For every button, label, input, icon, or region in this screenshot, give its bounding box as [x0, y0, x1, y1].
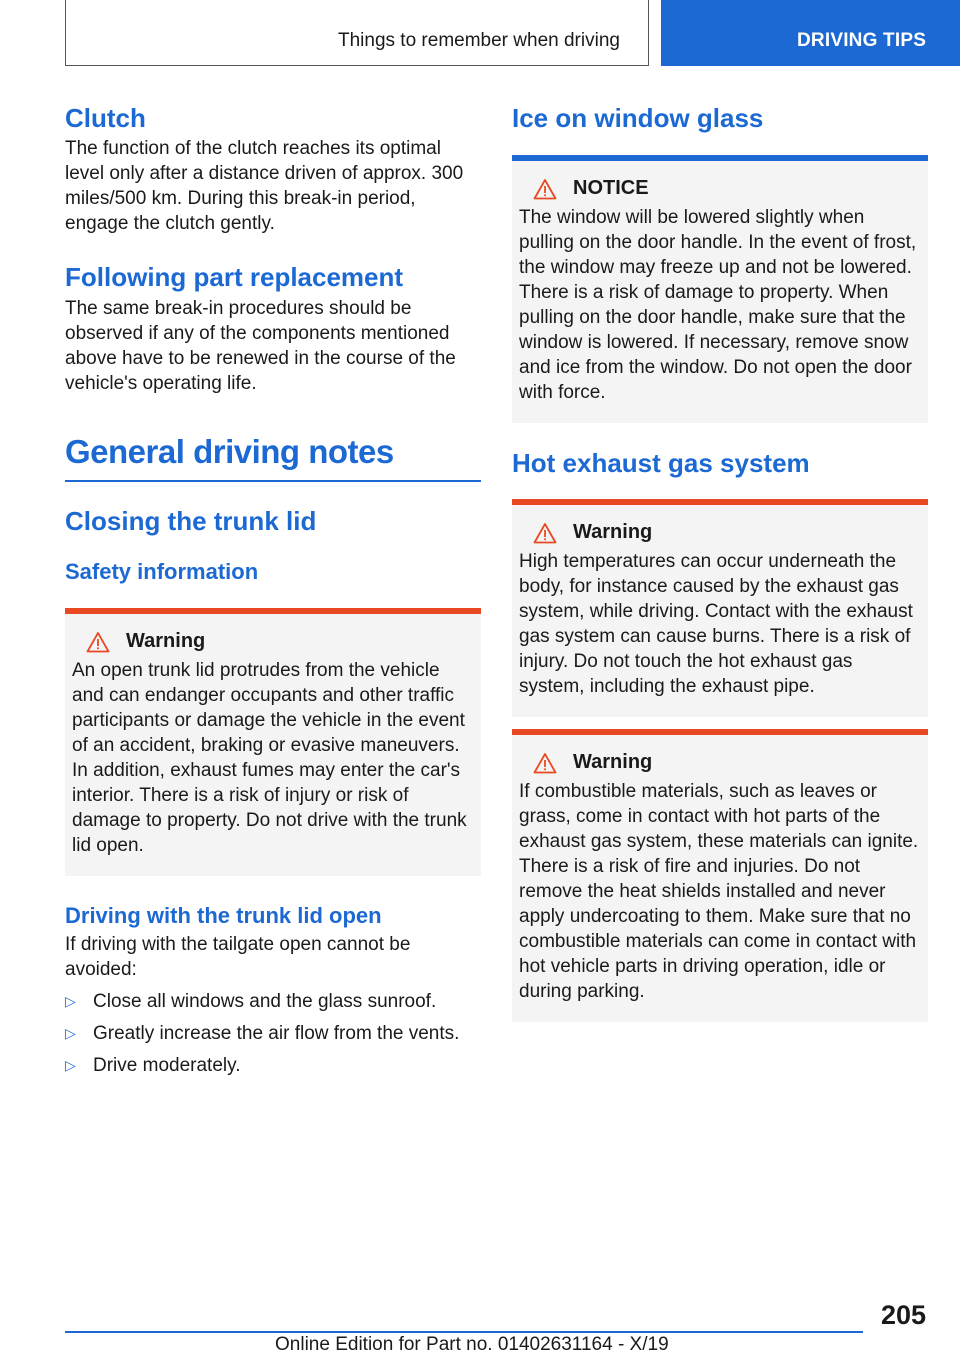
ice-notice-box — [512, 155, 928, 423]
trunk-open-list — [65, 989, 481, 1078]
triangle-bullet-icon: ▷ — [65, 1057, 76, 1073]
trunk-warning-text: An open trunk lid protrudes from the vehicle and can endanger occupants and other traffic participants or damage the vehicle in the event of an accident, braking or evasive maneuvers. In addition, exhaust fumes may enter the car's interior. There is a risk of injury or risk of damage to property. Do not drive with the trunk lid open. — [72, 660, 467, 856]
warning-label: Warning — [126, 630, 206, 652]
header-chapter-label: DRIVING TIPS — [797, 30, 927, 51]
warning-label: Warning — [573, 521, 653, 543]
exhaust-warning-box-1 — [512, 499, 928, 717]
general-driving-notes-heading: General driving notes — [65, 433, 394, 470]
footer-divider — [65, 1331, 863, 1333]
driving-trunk-open-text: If driving with the tailgate open cannot be avoided: — [65, 934, 411, 980]
clutch-text: The function of the clutch reaches its optimal level only after a distance driven of approx. 300 miles/500 km. During this break-in period, engage the clutch gently. — [65, 138, 464, 234]
page-number: 205 — [881, 1300, 927, 1330]
triangle-bullet-icon: ▷ — [65, 993, 76, 1009]
warning-triangle-icon — [86, 631, 110, 653]
footer-edition-text: Online Edition for Part no. 01402631164 - X/19 — [275, 1334, 669, 1355]
ice-heading: Ice on window glass — [512, 103, 764, 133]
clutch-heading: Clutch — [65, 103, 146, 133]
list-item: ▷ Greatly increase the air flow from the vents. — [65, 1023, 460, 1044]
list-item: ▷ Drive moderately. — [65, 1055, 241, 1076]
exhaust-warning-text-1: High temperatures can occur underneath the body, for instance caused by the exhaust gas system, while driving. Contact with the exhaust gas system can cause burns. There is a risk of injury. Do not touch the hot exhaust gas system, including the exhaust pipe. — [519, 551, 913, 697]
warning-triangle-icon — [533, 522, 557, 544]
closing-trunk-heading: Closing the trunk lid — [65, 506, 317, 536]
warning-label: Warning — [573, 751, 653, 773]
list-item: ▷ Close all windows and the glass sunroof. — [65, 991, 437, 1012]
header-section-title: Things to remember when driving — [338, 30, 620, 51]
warning-triangle-icon — [533, 178, 557, 200]
left-column — [65, 102, 481, 1085]
safety-information-heading: Safety information — [65, 559, 259, 584]
warning-triangle-icon — [533, 752, 557, 774]
driving-trunk-open-heading: Driving with the trunk lid open — [65, 903, 382, 928]
ice-notice-text: The window will be lowered slightly when pulling on the door handle. In the event of frost, the window may freeze up and not be lowered. There is a risk of damage to property. When pulling on the door handle, make sure that the window is lowered. If necessary, remove snow and ice from the window. Do not open the door with force. — [519, 207, 917, 403]
hot-exhaust-heading: Hot exhaust gas system — [512, 448, 810, 478]
exhaust-warning-text-2: If combustible materials, such as leaves or grass, come in contact with hot parts of the exhaust gas system, these materials can ignite. There is a risk of fire and injuries. Do not remove the heat shields installed and never apply undercoating to them. Make sure that no combustible materials can come in contact with hot vehicle parts in driving operation, idle or during parking. — [519, 781, 919, 1002]
triangle-bullet-icon: ▷ — [65, 1025, 76, 1041]
trunk-warning-box — [65, 608, 481, 876]
notice-label: NOTICE — [573, 177, 649, 199]
section-divider — [65, 480, 481, 482]
right-column — [512, 102, 928, 1022]
part-replacement-heading: Following part replacement — [65, 262, 404, 292]
exhaust-warning-box-2 — [512, 729, 928, 1022]
part-replacement-text: The same break-in procedures should be observed if any of the components mentioned above have to be renewed in the course of the vehicle's operating life. — [65, 298, 456, 394]
